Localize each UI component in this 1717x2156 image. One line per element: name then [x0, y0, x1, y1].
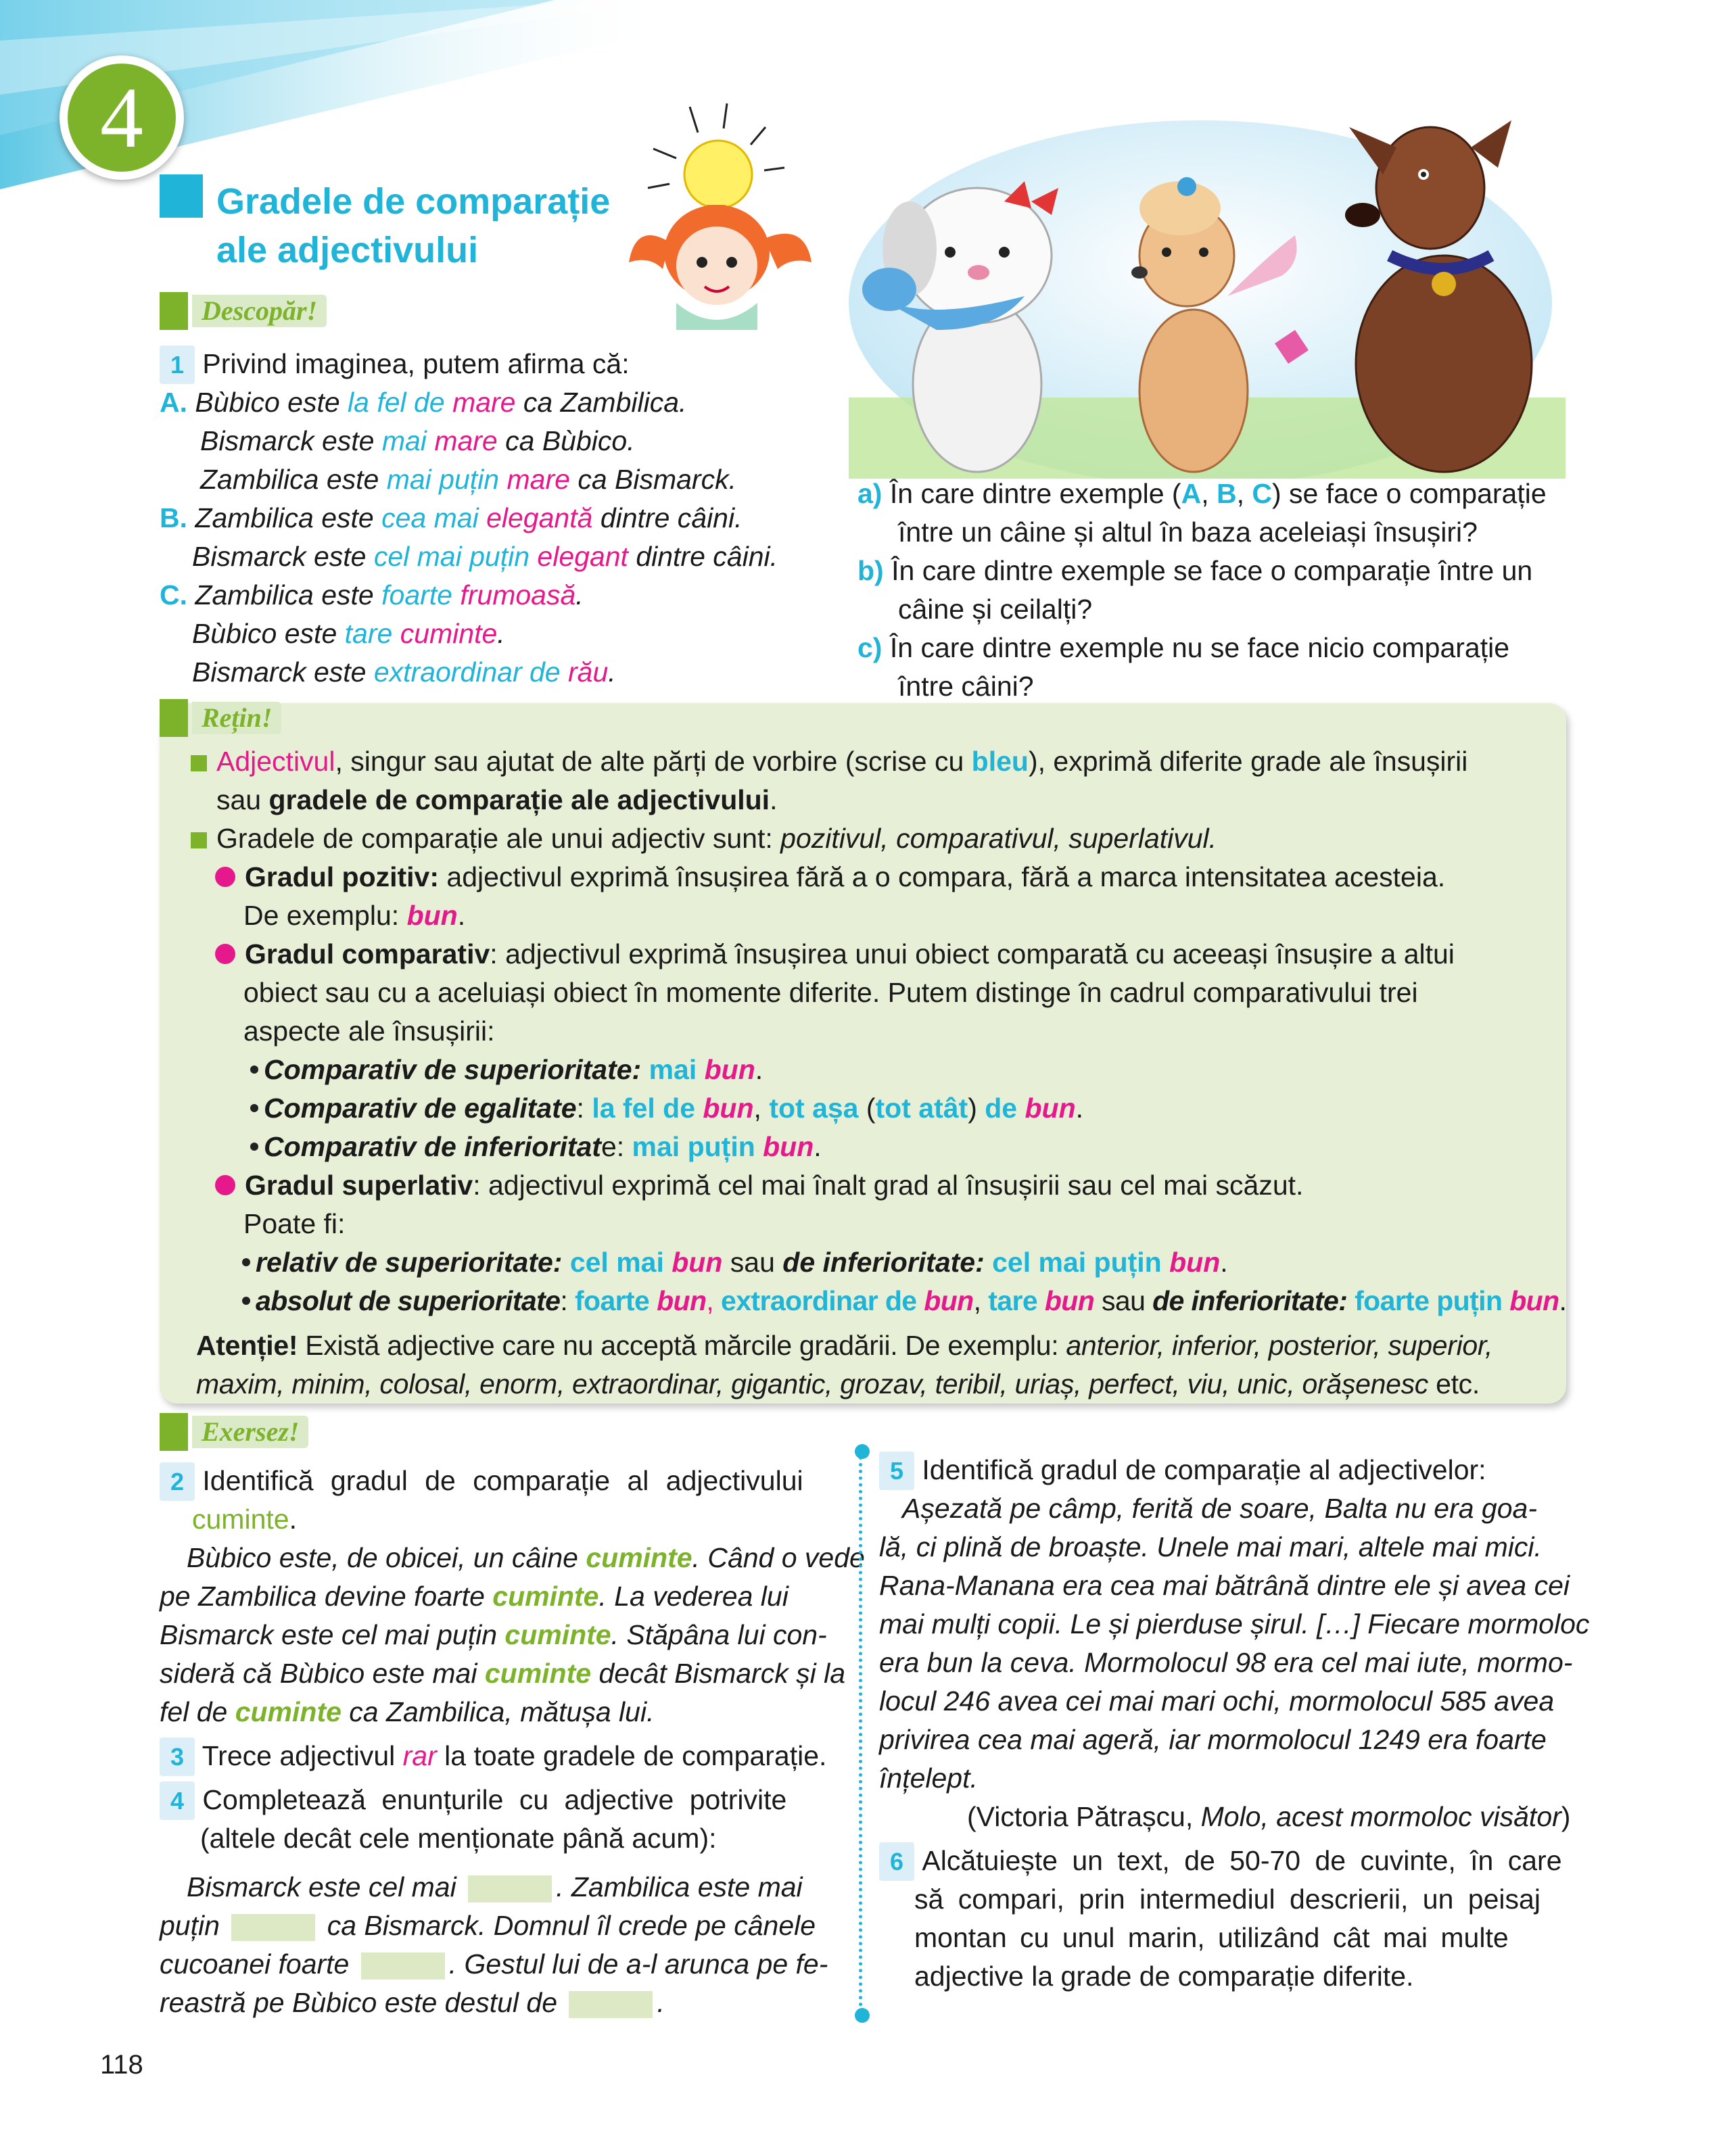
- small-bullet: [250, 1065, 258, 1074]
- ex2-text-line5: fel de cuminte ca Zambilica, mătușa lui.: [160, 1696, 655, 1727]
- section-practice-label: Exersez!: [192, 1416, 308, 1448]
- dot-bullet: [215, 867, 235, 887]
- divider-dot: [855, 1444, 870, 1459]
- question-b: b) În care dintre exemple se face o comparație între un: [857, 555, 1533, 586]
- question-a: a) În care dintre exemple (A, B, C) se face o comparație: [857, 478, 1547, 509]
- small-bullet: [242, 1258, 250, 1266]
- fill-in-blank[interactable]: [468, 1875, 552, 1902]
- ex5-text-line8: înțelept.: [879, 1763, 978, 1794]
- ex3-instruction: 3 Trece adjectivul rar la toate gradele de comparație.: [160, 1737, 826, 1776]
- square-bullet: [191, 832, 207, 848]
- dot-bullet: [215, 944, 235, 964]
- ex2-text-line2: pe Zambilica devine foarte cuminte. La vederea lui: [160, 1581, 789, 1612]
- square-bullet: [191, 755, 207, 771]
- superlative-absolute: absolut de superioritate: foarte bun, extraordinar de bun, tare bun sau de inferioritate: foarte puțin bun.: [242, 1282, 1566, 1320]
- option-label: C.: [160, 579, 187, 610]
- question-label: c): [857, 632, 883, 663]
- ex5-instruction: 5 Identifică gradul de comparație al adjectivelor:: [879, 1451, 1486, 1490]
- fill-in-blank[interactable]: [231, 1914, 315, 1941]
- ex2-text-line4: sideră că Bùbico este mai cuminte decât Bismarck și la: [160, 1658, 846, 1689]
- ex6-instruction-line4: adjective la grade de comparație diferite.: [914, 1961, 1414, 1992]
- small-bullet: [250, 1143, 258, 1151]
- chapter-badge: [60, 55, 184, 180]
- dot-bullet: [215, 1175, 235, 1195]
- ex5-text-line4: mai mulți copii. Le și pierduse șirul. […] Fiecare mormoloc: [879, 1608, 1590, 1639]
- ex5-text-line7: privirea cea mai ageră, iar mormolocul 1249 era foarte: [879, 1724, 1547, 1755]
- ex1-intro-text: Privind imaginea, putem afirma că:: [202, 348, 630, 379]
- rule-positive-degree: Gradul pozitiv: adjectivul exprimă însușirea fără a o compara, fără a marca intensitatea acesteia.: [215, 858, 1445, 896]
- option-label: A.: [160, 387, 187, 418]
- ex5-text-line2: lă, ci plină de broaște. Unele mai mari, altele mai mici.: [879, 1531, 1542, 1562]
- chapter-number: 4: [68, 64, 176, 172]
- section-marker: [160, 699, 188, 737]
- ex1-c-line2: Bùbico este tare cuminte.: [192, 618, 505, 649]
- question-c: c) În care dintre exemple nu se face nicio comparație: [857, 632, 1510, 663]
- attention-note: Atenție! Există adjective care nu acceptă mărcile gradării. De exemplu: anterior, inferior, posterior, superior,: [196, 1330, 1493, 1361]
- title-marker: [160, 174, 203, 218]
- ex2-instruction-line2: cuminte.: [192, 1504, 297, 1535]
- section-marker: [160, 292, 188, 330]
- rule-adjective-definition-line2: sau gradele de comparație ale adjectivului.: [216, 784, 778, 815]
- ex1-a-line2: Bismarck este mai mare ca Bùbico.: [200, 425, 635, 456]
- ex4-text-line2: puțin ca Bismarck. Domnul îl crede pe cânele: [160, 1910, 816, 1941]
- rule-positive-example: De exemplu: bun.: [243, 900, 466, 931]
- ex4-instruction-line2: (altele decât cele menționate până acum):: [200, 1823, 717, 1854]
- exercise-number: 2: [160, 1462, 195, 1501]
- ex1-c-line1: [160, 576, 584, 615]
- ex6-instruction-line3: montan cu unul marin, utilizând cât mai multe: [914, 1922, 1509, 1953]
- section-remember: [160, 699, 281, 737]
- comparative-inferiority: Comparativ de inferioritate: mai puțin bun.: [250, 1128, 822, 1166]
- superlative-relative: relativ de superioritate: cel mai bun sau de inferioritate: cel mai puțin bun.: [242, 1243, 1228, 1282]
- ex2-text-line1: Bùbico este, de obicei, un câine cuminte. Când o vede: [187, 1542, 865, 1573]
- question-label: a): [857, 478, 883, 509]
- question-b-line2: câine și ceilalți?: [898, 594, 1093, 625]
- ex2-instruction: 2 Identifică gradul de comparație al adjectivului: [160, 1462, 836, 1501]
- rule-adjective-definition: Adjectivul, singur sau ajutat de alte părți de vorbire (scrise cu bleu), exprimă diferite grade ale însușirii: [191, 742, 1550, 781]
- rule-comparative-line3: aspecte ale însușirii:: [243, 1015, 495, 1047]
- example-sentence: Bùbico este la fel de mare ca Zambilica.: [195, 387, 687, 418]
- ex5-text-line5: era bun la ceva. Mormolocul 98 era cel mai iute, mormo-: [879, 1647, 1573, 1678]
- example-sentence: Zambilica este cea mai elegantă dintre câini.: [195, 502, 743, 533]
- ex5-text-line1: Așezată pe câmp, ferită de soare, Balta nu era goa-: [902, 1493, 1537, 1524]
- section-practice: [160, 1413, 308, 1451]
- girl-lightbulb-illustration: [588, 100, 832, 330]
- section-discover: [160, 292, 327, 330]
- ex1-a-line3: Zambilica este mai puțin mare ca Bismarck.: [200, 464, 736, 495]
- exercise-number: 1: [160, 345, 195, 384]
- rule-comparative-degree: Gradul comparativ: adjectivul exprimă însușirea unui obiect comparată cu aceeași însușire a altui: [215, 935, 1455, 974]
- ex4-instruction: 4 Completează enunțurile cu adjective potrivite: [160, 1781, 786, 1820]
- ex1-c-line3: Bismarck este extraordinar de rău.: [192, 656, 616, 688]
- exercise-number: 4: [160, 1781, 195, 1820]
- title-line-2: ale adjectivului: [216, 230, 479, 270]
- page-number: 118: [100, 2050, 143, 2080]
- section-discover-label: Descopăr!: [192, 295, 327, 327]
- section-marker: [160, 1413, 188, 1451]
- title-line-1: Gradele de comparație: [216, 181, 611, 222]
- ex5-source: (Victoria Pătrașcu, Molo, acest mormoloc visător): [967, 1801, 1571, 1832]
- rule-comparative-line2: obiect sau cu a aceluiași obiect în momente diferite. Putem distinge în cadrul comparativului trei: [243, 977, 1418, 1008]
- ex2-text-line3: Bismarck este cel mai puțin cuminte. Stăpâna lui con-: [160, 1619, 827, 1650]
- rule-superlative-degree: Gradul superlativ: adjectivul exprimă cel mai înalt grad al însușirii sau cel mai scăzut.: [215, 1166, 1303, 1205]
- ex4-text-line4: reastră pe Bùbico este destul de .: [160, 1987, 665, 2018]
- comparative-equality: Comparativ de egalitate: la fel de bun, tot așa (tot atât) de bun.: [250, 1089, 1083, 1128]
- ex1-intro: [160, 345, 630, 384]
- fill-in-blank[interactable]: [361, 1953, 445, 1980]
- ex1-b-line2: Bismarck este cel mai puțin elegant dintre câini.: [192, 541, 778, 572]
- ex5-text-line6: locul 246 avea cei mai mari ochi, mormolocul 585 avea: [879, 1685, 1555, 1717]
- attention-note-line2: maxim, minim, colosal, enorm, extraordinar, gigantic, grozav, teribil, uriaș, perfect, viu, unic, orășenesc etc.: [196, 1368, 1480, 1399]
- exercise-number: 5: [879, 1452, 914, 1490]
- page-title: [216, 177, 649, 274]
- question-a-line2: între un câine și altul în baza aceleiași însușiri?: [898, 517, 1478, 548]
- column-divider: [859, 1450, 865, 2007]
- ex1-b-line1: [160, 499, 742, 537]
- small-bullet: [250, 1104, 258, 1112]
- exercise-number: 6: [879, 1842, 914, 1881]
- section-remember-label: Rețin!: [192, 702, 281, 734]
- ex6-instruction-line2: să compari, prin intermediul descrierii, un peisaj: [914, 1884, 1540, 1915]
- rule-degrees-list: Gradele de comparație ale unui adjectiv sunt: pozitivul, comparativul, superlativul.: [191, 819, 1217, 858]
- three-dogs-illustration: [849, 100, 1566, 479]
- question-label: b): [857, 555, 884, 586]
- ex4-text-line1: Bismarck este cel mai . Zambilica este mai: [187, 1871, 803, 1902]
- rule-superlative-line2: Poate fi:: [243, 1208, 346, 1239]
- ex5-text-line3: Rana-Manana era cea mai bătrână dintre ele și avea cei: [879, 1570, 1570, 1601]
- ex1-a-line1: [160, 383, 686, 422]
- comparative-superiority: Comparativ de superioritate: mai bun.: [250, 1051, 763, 1089]
- fill-in-blank[interactable]: [569, 1991, 653, 2018]
- small-bullet: [242, 1297, 250, 1305]
- example-sentence: Zambilica este foarte frumoasă.: [195, 579, 584, 610]
- divider-dot: [855, 2008, 870, 2023]
- question-c-line2: între câini?: [898, 671, 1034, 702]
- ex4-text-line3: cucoanei foarte . Gestul lui de a-l arunca pe fe-: [160, 1948, 828, 1980]
- exercise-number: 3: [160, 1738, 195, 1776]
- ex6-instruction: 6 Alcătuiește un text, de 50-70 de cuvinte, în care: [879, 1842, 1562, 1881]
- option-label: B.: [160, 502, 187, 533]
